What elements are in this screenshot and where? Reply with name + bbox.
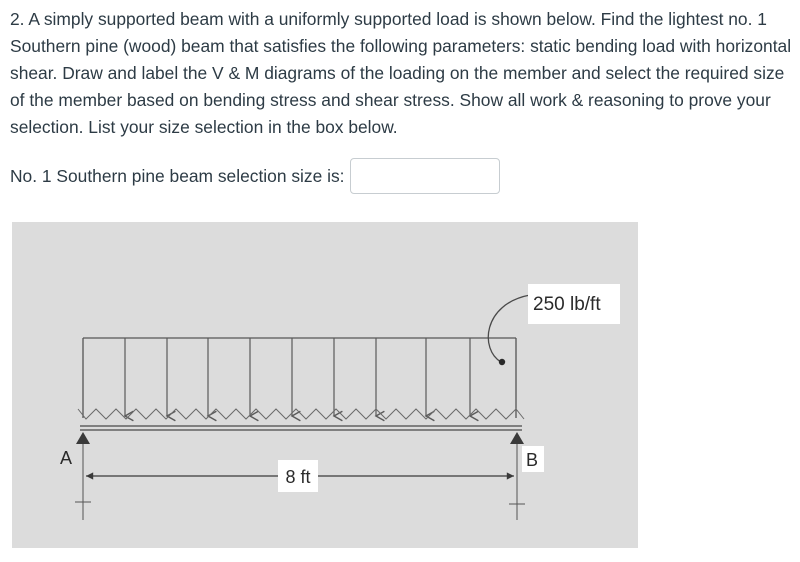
answer-label: No. 1 Southern pine beam selection size is: — [10, 165, 345, 186]
support-a-label: A — [60, 448, 73, 468]
span-label: 8 ft — [285, 467, 311, 487]
leader-dot — [499, 359, 505, 365]
support-b-label: B — [526, 450, 539, 470]
answer-row — [10, 156, 500, 196]
figure-background — [12, 222, 638, 548]
load-label: 250 lb/ft — [533, 294, 601, 315]
answer-input[interactable] — [350, 158, 500, 194]
beam-figure — [12, 222, 638, 548]
question-text: 2. A simply supported beam with a uniformly supported load is shown below. Find the lightest no. 1 Southern pine (wood) beam that satisfies the following parameters: static bending load with horizontal shear. Draw and label the V & M diagrams of the loading on the member and select the required size of the member based on bending stress and shear stress. Show all work & reasoning to prove your selection. List your size selection in the box below. — [10, 9, 792, 137]
